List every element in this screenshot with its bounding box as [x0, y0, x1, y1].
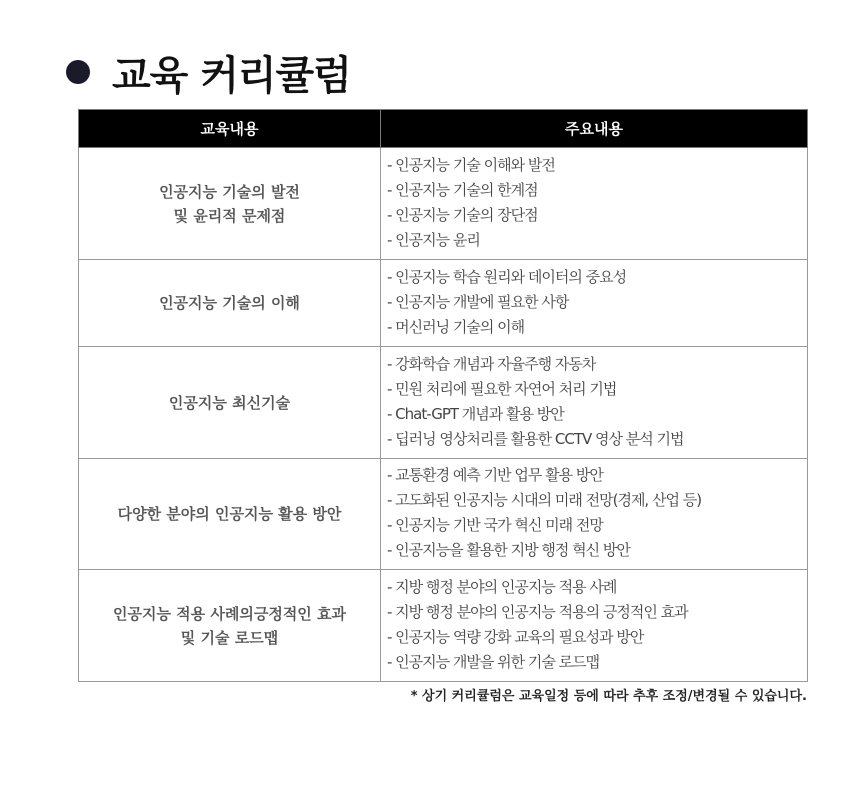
- list-item: - 인공지능 학습 원리와 데이터의 중요성: [387, 267, 627, 286]
- topic-cell: [79, 459, 381, 570]
- topic-cell: [79, 260, 381, 347]
- topic-line: 인공지능 기술의 발전: [159, 182, 300, 201]
- list-item: - 지방 행정 분야의 인공지능 적용의 긍정적인 효과: [387, 602, 688, 621]
- details-cell: [381, 570, 808, 682]
- list-item: - 인공지능 기술 이해와 발전: [387, 155, 555, 174]
- list-item: - 고도화된 인공지능 시대의 미래 전망(경제, 산업 등): [387, 491, 702, 509]
- list-item: - 강화학습 개념과 자율주행 자동차: [387, 354, 596, 373]
- curriculum-table: [78, 109, 808, 682]
- list-item: - Chat-GPT 개념과 활용 방안: [387, 404, 564, 423]
- details-cell: [381, 459, 808, 570]
- topic-line: 인공지능 기술의 이해: [159, 294, 300, 312]
- list-item: - 인공지능 기반 국가 혁신 미래 전망: [387, 516, 603, 534]
- bullet-dot-icon: [66, 60, 90, 84]
- list-item: - 민원 처리에 필요한 자연어 처리 기법: [387, 379, 617, 398]
- table-row: [79, 347, 808, 459]
- table-row: [79, 260, 808, 347]
- topic-line: 인공지능 최신기술: [168, 393, 291, 412]
- table-header-row: [79, 110, 808, 148]
- list-item: - 인공지능 역량 강화 교육의 필요성과 방안: [387, 627, 644, 646]
- topic-line: 및 윤리적 문제점: [173, 206, 286, 225]
- details-cell: [381, 148, 808, 260]
- list-item: - 머신러닝 기술의 이해: [387, 317, 525, 336]
- list-item: - 인공지능 개발을 위한 기술 로드맵: [387, 652, 600, 671]
- section-header: [66, 44, 351, 100]
- topic-line: 및 기술 로드맵: [180, 628, 279, 647]
- footnote: * 상기 커리큘럼은 교육일정 등에 따라 추후 조정/변경될 수 있습니다.: [410, 689, 807, 704]
- list-item: - 인공지능 윤리: [387, 230, 480, 249]
- header-topic: 교육내용: [79, 110, 381, 148]
- list-item: - 인공지능 기술의 한계점: [387, 180, 538, 199]
- topic-cell: [79, 570, 381, 682]
- list-item: - 교통환경 예측 기반 업무 활용 방안: [387, 466, 603, 484]
- table-row: [79, 148, 808, 260]
- list-item: - 인공지능 기술의 장단점: [387, 205, 538, 224]
- details-cell: [381, 260, 808, 347]
- topic-cell: [79, 347, 381, 459]
- topic-line: 인공지능 적용 사례의긍정적인 효과: [112, 604, 347, 623]
- topic-line: 다양한 분야의 인공지능 활용 방안: [117, 505, 342, 523]
- header-details: 주요내용: [381, 110, 808, 148]
- list-item: - 인공지능을 활용한 지방 행정 혁신 방안: [387, 541, 630, 559]
- details-cell: [381, 347, 808, 459]
- list-item: - 딥러닝 영상처리를 활용한 CCTV 영상 분석 기법: [387, 429, 684, 448]
- table-row: [79, 570, 808, 682]
- page-title: 교육 커리큘럼: [112, 52, 351, 99]
- topic-cell: [79, 148, 381, 260]
- list-item: - 인공지능 개발에 필요한 사항: [387, 292, 569, 311]
- list-item: - 지방 행정 분야의 인공지능 적용 사례: [387, 577, 617, 596]
- table-row: [79, 459, 808, 570]
